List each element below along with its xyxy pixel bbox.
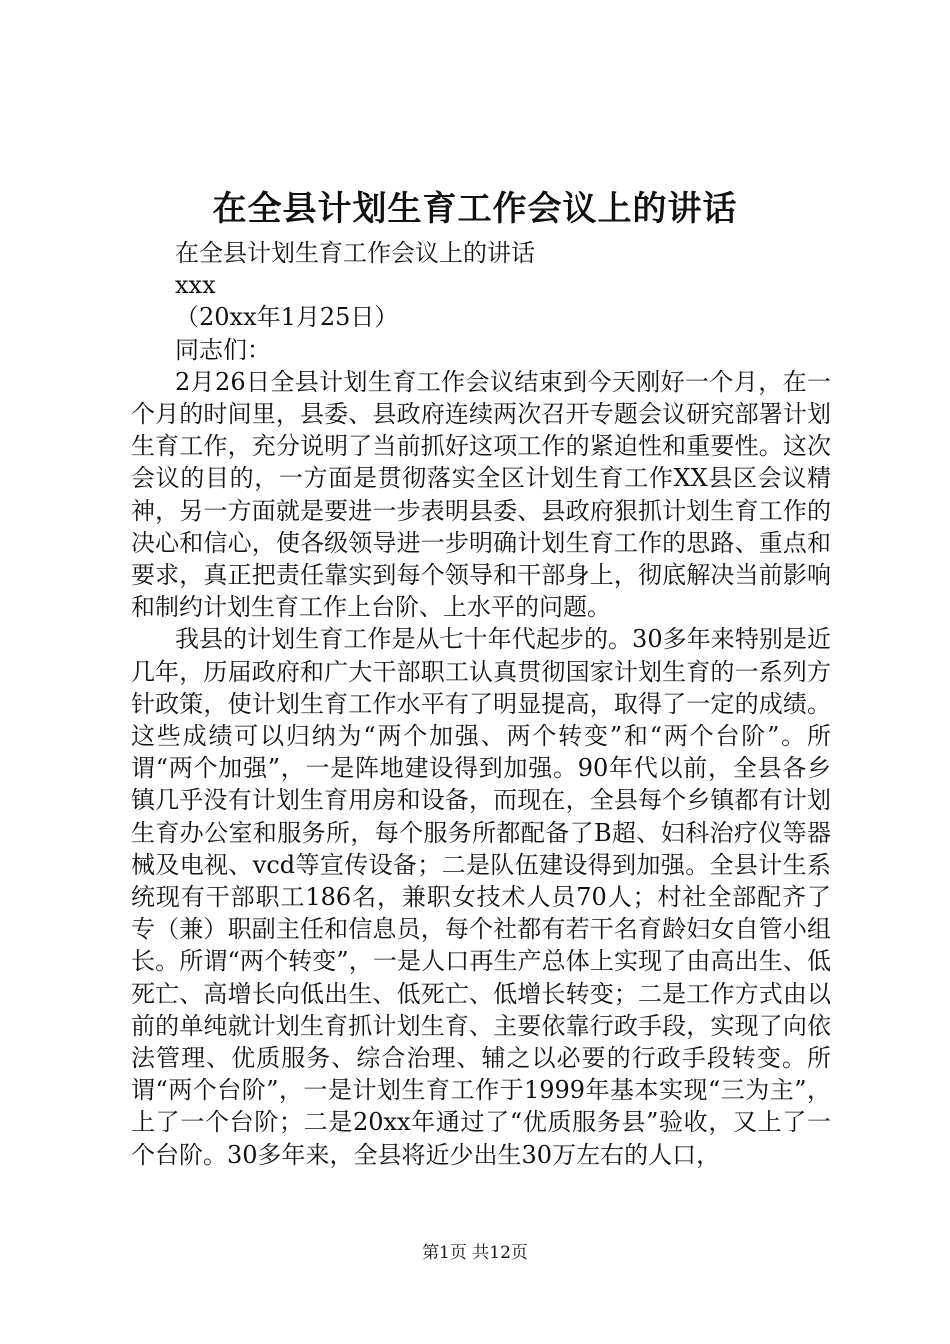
body-paragraph: 我县的计划生育工作是从七十年代起步的。30多年来特别是近几年，历届政府和广大干部职工认真贯彻国家计划生育的一系列方针政策，使计划生育工作水平有了明显提高，取得了一定的成绩。这些成绩可以归纳为“两个加强、两个转变”和“两个台阶”。所谓“两个加强”，一是阵地建设得到加强。90年代以前，全县各乡镇几乎没有计划生育用房和设备，而现在，全县每个乡镇都有计划生育办公室和服务所，每个服务所都配备了B超、妇科治疗仪等器械及电视、vcd等宣传设备；二是队伍建设得到加强。全县计生系统现有干部职工186名，兼职女技术人员70人；村社全部配齐了专（兼）职副主任和信息员，每个社都有若干名育龄妇女自管小组长。所谓“两个转变”，一是人口再生产总体上实现了由高出生、低死亡、高增长向低出生、低死亡、低增长转变；二是工作方式由以前的单纯就计划生育抓计划生育、主要依靠行政手段，实现了向依法管理、优质服务、综合治理、辅之以必要的行政手段转变。所谓“两个台阶”，一是计划生育工作于1999年基本实现“三为主”，上了一个台阶；二是20xx年通过了“优质服务县”验收，又上了一个台阶。30多年来，全县将近少出生30万左右的人口， [131,625,831,1169]
document-body [131,237,831,1171]
salutation: 同志们： [175,335,271,364]
page-footer: 第1页 共12页 [422,1243,528,1263]
speech-heading: 在全县计划生育工作会议上的讲话 [175,239,535,267]
speaker-name: xxx [175,271,216,300]
body-paragraph: 2月26日全县计划生育工作会议结束到今天刚好一个月，在一个月的时间里，县委、县政府连续两次召开专题会议研究部署计划生育工作，充分说明了当前抓好这项工作的紧迫性和重要性。这次会议的目的，一方面是贯彻落实全区计划生育工作XX县区会议精神，另一方面就是要进一步表明县委、县政府狠抓计划生育工作的决心和信心，使各级领导进一步明确计划生育工作的思路、重点和要求，真正把责任靠实到每个领导和干部身上，彻底解决当前影响和制约计划生育工作上台阶、上水平的问题。 [131,367,831,622]
document-title: 在全县计划生育工作会议上的讲话 [212,189,738,229]
speech-date: （20xx年1月25日） [175,303,399,332]
